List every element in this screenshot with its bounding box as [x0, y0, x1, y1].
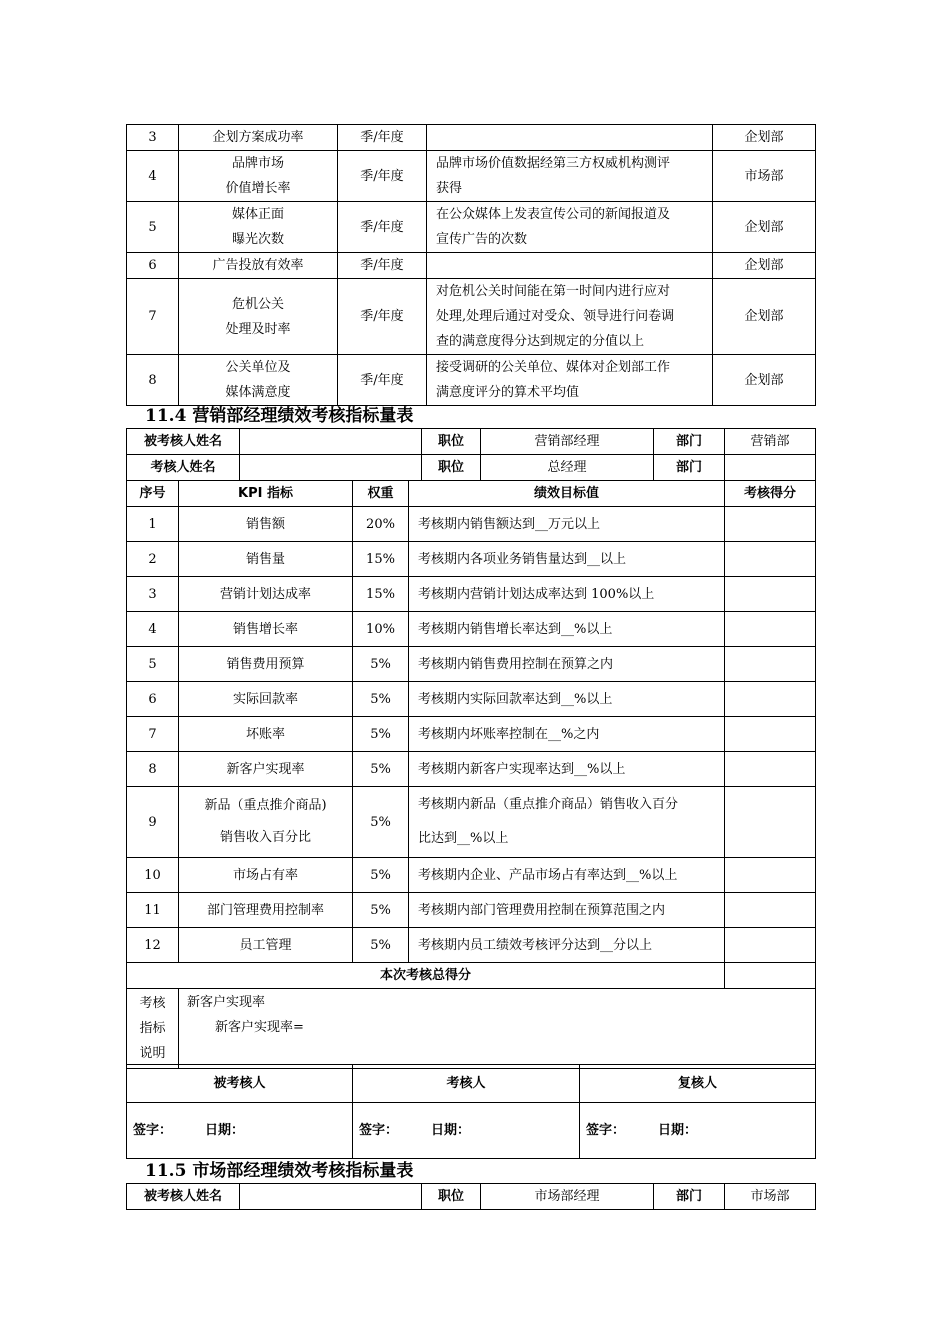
kpi-row: [127, 858, 816, 893]
kpi-row: [127, 893, 816, 928]
indicator-description: 接受调研的公关单位、媒体对企划部工作 满意度评分的算术平均值: [427, 355, 713, 406]
row-number: 5: [127, 202, 179, 253]
indicator-name: 广告投放有效率: [179, 253, 338, 279]
kpi-score[interactable]: [725, 752, 816, 787]
kpi-target: 考核期内坏账率控制在__%之内: [409, 717, 725, 752]
kpi-target: 考核期内销售额达到__万元以上: [409, 507, 725, 542]
kpi-name: 实际回款率: [179, 682, 353, 717]
notes-label: 考核 指标 说明: [127, 989, 179, 1069]
kpi-target: 考核期内销售增长率达到__%以上: [409, 612, 725, 647]
table-continued: [126, 124, 816, 406]
position-label-2: 职位: [422, 455, 481, 481]
kpi-table: [126, 480, 816, 1069]
kpi-score[interactable]: [725, 647, 816, 682]
kpi-row: [127, 682, 816, 717]
notes-content: 新客户实现率 新客户实现率=: [179, 989, 816, 1069]
kpi-weight: 5%: [353, 682, 409, 717]
kpi-name: 员工管理: [179, 928, 353, 963]
examiner-label: 考核人姓名: [127, 455, 240, 481]
dept-value-11-5: 市场部: [725, 1184, 816, 1210]
kpi-weight: 5%: [353, 893, 409, 928]
kpi-name: 销售费用预算: [179, 647, 353, 682]
kpi-number: 12: [127, 928, 179, 963]
kpi-score[interactable]: [725, 682, 816, 717]
kpi-number: 3: [127, 577, 179, 612]
kpi-name: 新客户实现率: [179, 752, 353, 787]
kpi-number: 11: [127, 893, 179, 928]
section-title-11-4: 11.4 营销部经理绩效考核指标量表: [145, 406, 414, 426]
signature-cell-examiner[interactable]: 签字： 日期：: [353, 1103, 580, 1159]
kpi-number: 10: [127, 858, 179, 893]
examinee-label: 被考核人姓名: [127, 429, 240, 455]
kpi-weight: 5%: [353, 752, 409, 787]
dept-label: 部门: [654, 429, 725, 455]
signer-reviewer: 复核人: [580, 1065, 816, 1103]
kpi-number: 1: [127, 507, 179, 542]
kpi-row: [127, 787, 816, 858]
col-no: 序号: [127, 481, 179, 507]
kpi-score[interactable]: [725, 507, 816, 542]
kpi-number: 8: [127, 752, 179, 787]
kpi-name: 销售量: [179, 542, 353, 577]
kpi-number: 5: [127, 647, 179, 682]
table-row: [127, 125, 816, 151]
kpi-name: 市场占有率: [179, 858, 353, 893]
row-number: 7: [127, 279, 179, 355]
marketing-header-table: [126, 428, 816, 481]
indicator-name: 企划方案成功率: [179, 125, 338, 151]
responsible-dept: 企划部: [713, 202, 816, 253]
col-kpi: KPI 指标: [179, 481, 353, 507]
indicator-description: [427, 125, 713, 151]
dept-label-11-5: 部门: [654, 1184, 725, 1210]
kpi-weight: 15%: [353, 542, 409, 577]
responsible-dept: 企划部: [713, 125, 816, 151]
kpi-weight: 5%: [353, 858, 409, 893]
signature-table: [126, 1064, 816, 1159]
kpi-name: 销售额: [179, 507, 353, 542]
indicator-description: [427, 253, 713, 279]
row-number: 3: [127, 125, 179, 151]
examinee-value-11-5: [240, 1184, 422, 1210]
kpi-row: [127, 542, 816, 577]
kpi-target: 考核期内新客户实现率达到__%以上: [409, 752, 725, 787]
kpi-row: [127, 752, 816, 787]
total-score-label: 本次考核总得分: [127, 963, 725, 989]
kpi-name: 销售增长率: [179, 612, 353, 647]
total-score-value: [725, 963, 816, 989]
responsible-dept: 市场部: [713, 151, 816, 202]
row-number: 4: [127, 151, 179, 202]
signature-cell-examinee[interactable]: 签字： 日期：: [127, 1103, 353, 1159]
kpi-weight: 20%: [353, 507, 409, 542]
indicator-description: 对危机公关时间能在第一时间内进行应对 处理,处理后通过对受众、领导进行问卷调 查的满意度得分达到规定的分值以上: [427, 279, 713, 355]
kpi-score[interactable]: [725, 577, 816, 612]
kpi-weight: 5%: [353, 787, 409, 858]
kpi-target: 考核期内销售费用控制在预算之内: [409, 647, 725, 682]
kpi-target: 考核期内员工绩效考核评分达到__分以上: [409, 928, 725, 963]
kpi-number: 2: [127, 542, 179, 577]
kpi-number: 7: [127, 717, 179, 752]
assessment-period: 季/年度: [338, 355, 427, 406]
kpi-row: [127, 577, 816, 612]
kpi-score[interactable]: [725, 542, 816, 577]
assessment-period: 季/年度: [338, 253, 427, 279]
kpi-score[interactable]: [725, 893, 816, 928]
kpi-score[interactable]: [725, 717, 816, 752]
kpi-target: 考核期内新品（重点推介商品）销售收入百分 比达到__%以上: [409, 787, 725, 858]
assessment-period: 季/年度: [338, 202, 427, 253]
kpi-row: [127, 507, 816, 542]
indicator-name: 公关单位及 媒体满意度: [179, 355, 338, 406]
indicator-name: 品牌市场 价值增长率: [179, 151, 338, 202]
indicator-description: 品牌市场价值数据经第三方权威机构测评 获得: [427, 151, 713, 202]
kpi-score[interactable]: [725, 612, 816, 647]
kpi-weight: 10%: [353, 612, 409, 647]
examiner-value: [240, 455, 422, 481]
table-row: [127, 279, 816, 355]
signer-examinee: 被考核人: [127, 1065, 353, 1103]
signer-examiner: 考核人: [353, 1065, 580, 1103]
kpi-row: [127, 928, 816, 963]
assessment-period: 季/年度: [338, 279, 427, 355]
kpi-number: 6: [127, 682, 179, 717]
table-row: [127, 202, 816, 253]
kpi-number: 4: [127, 612, 179, 647]
col-target: 绩效目标值: [409, 481, 725, 507]
kpi-weight: 5%: [353, 717, 409, 752]
position-value: 营销部经理: [481, 429, 654, 455]
responsible-dept: 企划部: [713, 253, 816, 279]
kpi-name: 营销计划达成率: [179, 577, 353, 612]
examinee-value: [240, 429, 422, 455]
position-value-2: 总经理: [481, 455, 654, 481]
signature-cell-reviewer[interactable]: 签字： 日期：: [580, 1103, 816, 1159]
table-row: [127, 253, 816, 279]
kpi-target: 考核期内各项业务销售量达到__以上: [409, 542, 725, 577]
kpi-target: 考核期内企业、产品市场占有率达到__%以上: [409, 858, 725, 893]
assessment-period: 季/年度: [338, 125, 427, 151]
kpi-name: 部门管理费用控制率: [179, 893, 353, 928]
col-weight: 权重: [353, 481, 409, 507]
position-label: 职位: [422, 429, 481, 455]
table-row: [127, 355, 816, 406]
indicator-name: 媒体正面 曝光次数: [179, 202, 338, 253]
position-value-11-5: 市场部经理: [481, 1184, 654, 1210]
kpi-row: [127, 647, 816, 682]
kpi-score[interactable]: [725, 928, 816, 963]
row-number: 6: [127, 253, 179, 279]
kpi-score[interactable]: [725, 787, 816, 858]
row-number: 8: [127, 355, 179, 406]
kpi-target: 考核期内部门管理费用控制在预算范围之内: [409, 893, 725, 928]
assessment-period: 季/年度: [338, 151, 427, 202]
responsible-dept: 企划部: [713, 279, 816, 355]
kpi-number: 9: [127, 787, 179, 858]
section-title-11-5: 11.5 市场部经理绩效考核指标量表: [145, 1161, 414, 1181]
position-label-11-5: 职位: [422, 1184, 481, 1210]
kpi-weight: 15%: [353, 577, 409, 612]
kpi-score[interactable]: [725, 858, 816, 893]
indicator-name: 危机公关 处理及时率: [179, 279, 338, 355]
kpi-row: [127, 612, 816, 647]
dept-value: 营销部: [725, 429, 816, 455]
table-row: [127, 151, 816, 202]
kpi-name: 坏账率: [179, 717, 353, 752]
col-score: 考核得分: [725, 481, 816, 507]
kpi-weight: 5%: [353, 928, 409, 963]
kpi-row: [127, 717, 816, 752]
dept-label-2: 部门: [654, 455, 725, 481]
dept-value-2: [725, 455, 816, 481]
indicator-description: 在公众媒体上发表宣传公司的新闻报道及 宣传广告的次数: [427, 202, 713, 253]
kpi-target: 考核期内实际回款率达到__%以上: [409, 682, 725, 717]
kpi-name: 新品（重点推介商品) 销售收入百分比: [179, 787, 353, 858]
kpi-target: 考核期内营销计划达成率达到 100%以上: [409, 577, 725, 612]
examinee-label-11-5: 被考核人姓名: [127, 1184, 240, 1210]
responsible-dept: 企划部: [713, 355, 816, 406]
kpi-weight: 5%: [353, 647, 409, 682]
market-header-table: [126, 1183, 816, 1210]
